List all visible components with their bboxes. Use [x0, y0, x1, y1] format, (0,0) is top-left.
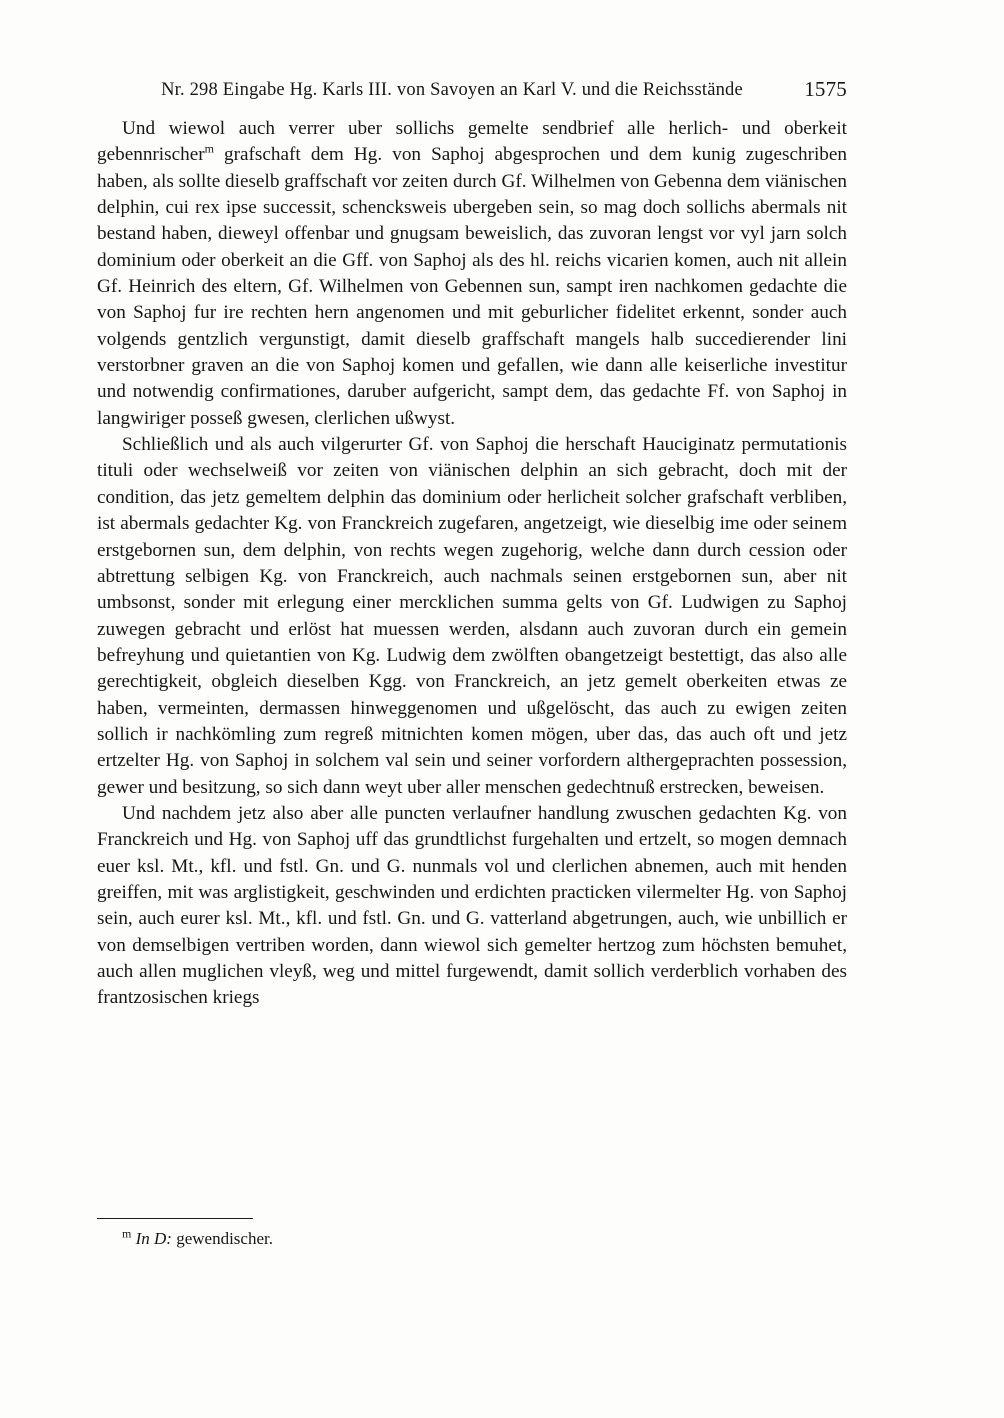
footnote	[97, 1228, 847, 1250]
footnote-text: gewendischer.	[176, 1229, 273, 1248]
footnote-marker-m: m	[122, 1226, 132, 1241]
footnote-area	[97, 1218, 847, 1250]
paragraph-1-text: Und wiewol auch verrer uber sollichs gemelte sendbrief alle herlich- und oberkeit gebennrischer	[97, 118, 847, 166]
running-title: Nr. 298 Eingabe Hg. Karls III. von Savoyen an Karl V. und die Reichsstände	[161, 80, 743, 100]
main-text-block	[97, 116, 847, 1012]
paragraph-1	[97, 116, 847, 432]
footnote-reference-m: m	[204, 141, 214, 156]
footnote-source-label: In D:	[135, 1229, 172, 1248]
footnote-separator-rule	[97, 1218, 253, 1219]
paragraph-2: Schließlich und als auch vilgerurter Gf. von Saphoj die herschaft Hauciginatz permutationis tituli oder wechselweiß vor zeiten von viänischen delphin an sich gebracht, doch mit der condition, das jetz gemeltem delphin das dominium oder herlicheit solcher grafschaft verbliben, ist abermals gedachter Kg. von Franckreich zugefaren, angetzeigt, wie dieselbig ime oder seinem erstgebornen sun, dem delphin, von rechts wegen zugehorig, welche dann durch cession oder abtrettung selbigen Kg. von Franckreich, auch nachmals seinen erstgebornen sun, aber nit umbsonst, sonder mit erlegung einer mercklichen summa gelts von Gf. Ludwigen zu Saphoj zuwegen gebracht und erlöst hat muessen werden, alsdann auch zuvoran durch ein gemein befreyhung und quietantien von Kg. Ludwig dem zwölften obangetzeigt bestettigt, das also alle gerechtigkeit, obgleich dieselben Kgg. von Franckreich, an jetz gemelt oberkeiten etwas ze haben, vermeinten, dermassen hinweggenomen und ußgelöscht, das auch zu ewigen zeiten sollich ir nachkömling zum regreß mitnichten komen mögen, uber das, das auch oft und jetz ertzelter Hg. von Saphoj in solchem val sein und seiner vorfordern althergeprachten possession, gewer und besitzung, so sich dann weyt uber aller menschen gedechtnuß erstrecken, beweisen.	[97, 434, 847, 798]
running-header	[97, 77, 847, 101]
paragraph-1-text-continued: grafschaft dem Hg. von Saphoj abgesprochen und dem kunig zugeschriben haben, als sollte dieselb graffschaft vor zeiten durch Gf. Wilhelmen von Gebenna dem viänischen delphin, cui rex ipse successit, schencksweis ubergeben sein, so mag doch sollichs abermals nit bestand haben, dieweyl offenbar und gnugsam beweislich, das zuvoran lengst vor vyl jarn solch dominium oder oberkeit an die Gff. von Saphoj als des hl. reichs vicarien komen, auch nit allein Gf. Heinrich des eltern, Gf. Wilhelmen von Gebennen sun, sampt iren nachkomen gedachte die von Saphoj fur ire rechten hern angenomen und mit geburlicher fidelitet erkennt, sonder auch volgends gentzlich vergunstigt, damit dieselb graffschaft mangels halb succedierender lini verstorbner graven an die von Saphoj komen und gefallen, wie dann alle keiserliche investitur und notwendig confirmationes, daruber aufgericht, sampt dem, das gedachte Ff. von Saphoj in langwiriger posseß gwesen, clerlichen ußwyst.	[97, 144, 847, 429]
paragraph-3: Und nachdem jetz also aber alle puncten verlaufner handlung zwuschen gedachten Kg. von Franckreich und Hg. von Saphoj uff das grundtlichst furgehalten und ertzelt, so mogen demnach euer ksl. Mt., kfl. und fstl. Gn. und G. nunmals vol und clerlichen abnemen, auch mit henden greiffen, mit was arglistigkeit, geschwinden und erdichten practicken vilermelter Hg. von Saphoj sein, auch eurer ksl. Mt., kfl. und fstl. Gn. und G. vatterland abgetrungen, auch, wie unbillich er von demselbigen vertriben worden, dann wiewol sich gemelter hertzog zum höchsten bemuhet, auch allen muglichen vleyß, weg und mittel furgewendt, damit sollich verderblich vorhaben des frantzosischen kriegs	[97, 802, 847, 1009]
page-number: 1575	[804, 77, 847, 101]
